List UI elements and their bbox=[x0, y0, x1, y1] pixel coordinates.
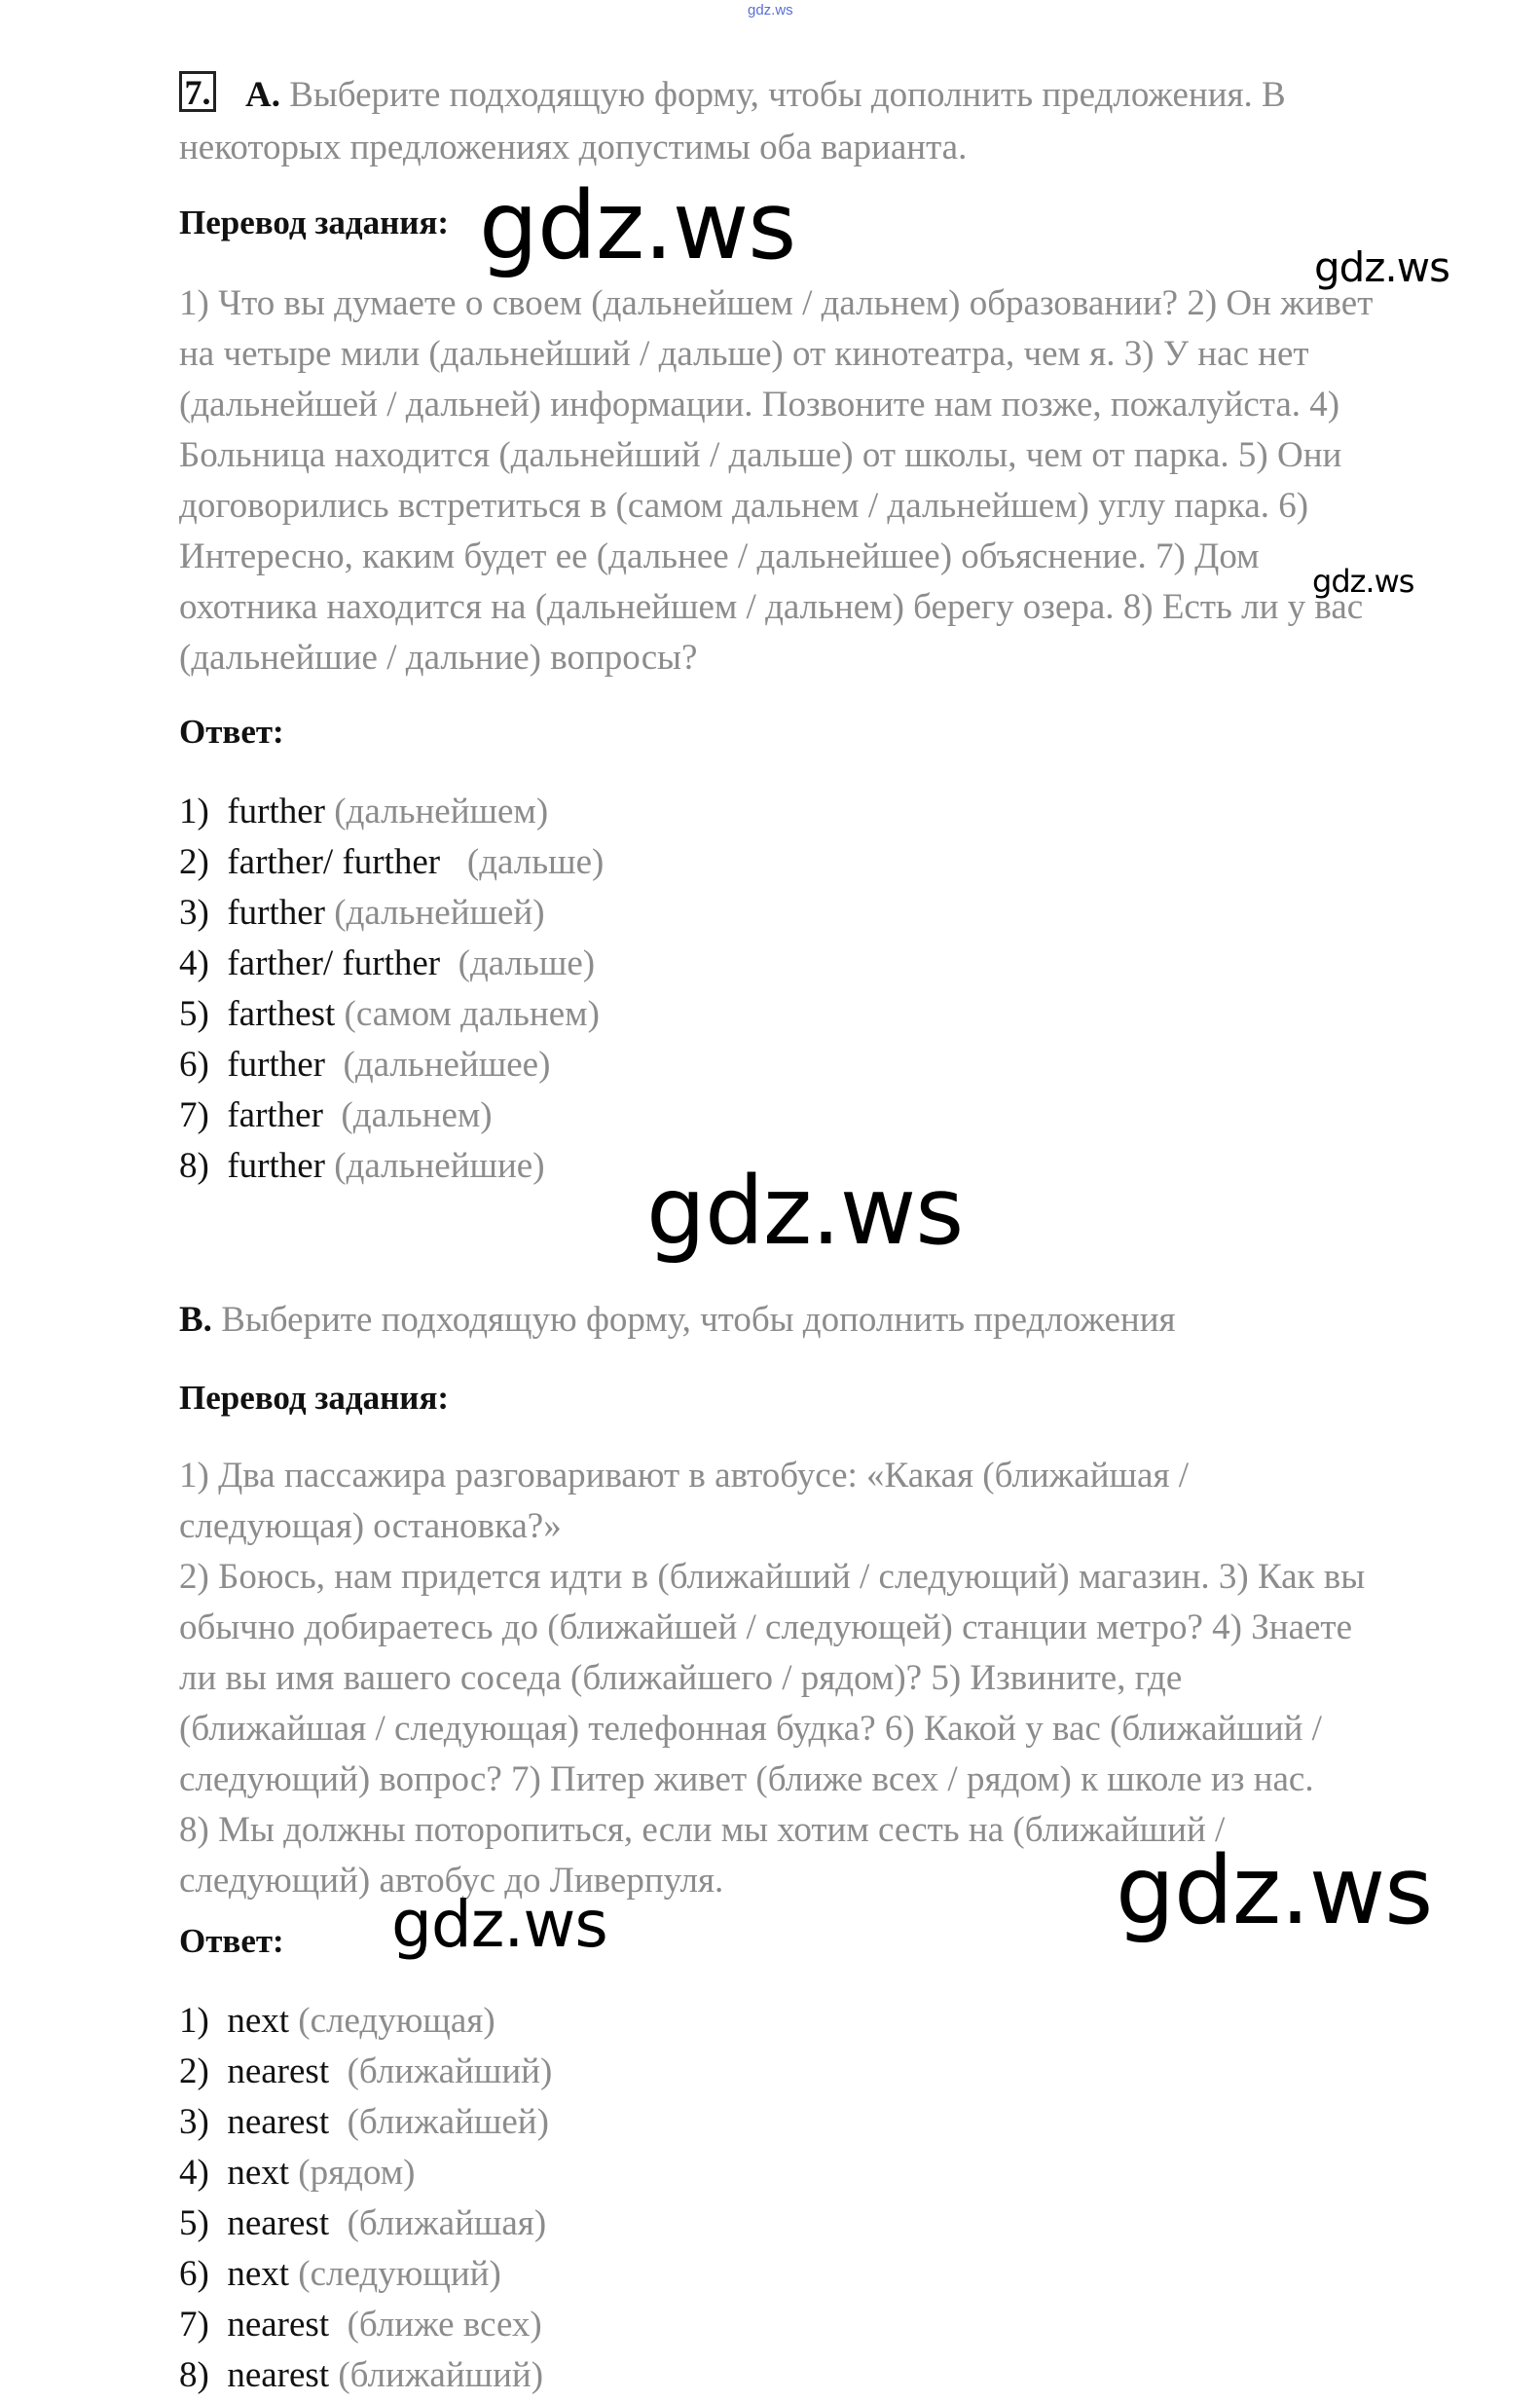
part-a-translation-heading: Перевод задания: bbox=[179, 203, 450, 241]
part-b-translation-line: 2) Боюсь, нам придется идти в (ближайший / следующий) магазин. 3) Как вы bbox=[179, 1557, 1366, 1597]
answer-item: 2) nearest (ближайший) bbox=[179, 2051, 553, 2091]
part-b-translation-line: (ближайшая / следующая) телефонная будка? 6) Какой у вас (ближайший / bbox=[179, 1709, 1322, 1749]
part-a-translation-line: 1) Что вы думаете о своем (дальнейшем / дальнем) образовании? 2) Он живет bbox=[179, 283, 1374, 323]
part-a-translation-text bbox=[179, 278, 1464, 683]
watermark-big-1: gdz.ws bbox=[479, 171, 796, 280]
answer-item: 1) next (следующая) bbox=[179, 2001, 495, 2041]
part-b-instruction-text: Выберите подходящую форму, чтобы дополнить предложения bbox=[221, 1300, 1176, 1340]
part-a-translation-line: охотника находится на (дальнейшем / дальнем) берегу озера. 8) Есть ли у вас bbox=[179, 587, 1364, 627]
part-b-answer-list bbox=[179, 1996, 552, 2401]
part-b-translation-line: 8) Мы должны поторопиться, если мы хотим сесть на (ближайший / bbox=[179, 1810, 1226, 1850]
watermark-small-2: gdz.ws bbox=[1312, 563, 1414, 600]
part-b-letter: B. bbox=[179, 1300, 212, 1340]
answer-item: 7) farther (дальнем) bbox=[179, 1095, 493, 1135]
answer-item: 4) next (рядом) bbox=[179, 2153, 416, 2193]
watermark-big-3: gdz.ws bbox=[1116, 1836, 1433, 1945]
answer-item: 7) nearest (ближе всех) bbox=[179, 2305, 542, 2345]
part-b-translation-line: ли вы имя вашего соседа (ближайшего / рядом)? 5) Извините, где bbox=[179, 1658, 1183, 1698]
part-a-translation-line: (дальнейшей / дальней) информации. Позвоните нам позже, пожалуйста. 4) bbox=[179, 385, 1340, 425]
answer-item: 5) nearest (ближайшая) bbox=[179, 2203, 547, 2243]
part-b-translation-line: обычно добираетесь до (ближайшей / следующей) станции метро? 4) Знаете bbox=[179, 1607, 1353, 1647]
part-b-translation-heading: Перевод задания: bbox=[179, 1379, 450, 1417]
part-a-translation-line: Больница находится (дальнейший / дальше) от школы, чем от парка. 5) Они bbox=[179, 435, 1342, 475]
part-a-translation-line: Интересно, каким будет ее (дальнее / дальнейшее) объяснение. 7) Дом bbox=[179, 536, 1260, 576]
part-a-translation-line: договорились встретиться в (самом дальнем / дальнейшем) углу парка. 6) bbox=[179, 486, 1309, 526]
part-a-translation-line: (дальнейшие / дальние) вопросы? bbox=[179, 638, 698, 678]
watermark-small-1: gdz.ws bbox=[1314, 243, 1449, 291]
watermark-medium: gdz.ws bbox=[391, 1887, 607, 1962]
answer-item: 8) further (дальнейшие) bbox=[179, 1146, 545, 1186]
part-b-answer-heading: Ответ: bbox=[179, 1922, 284, 1960]
part-a-answer-list bbox=[179, 787, 604, 1192]
part-a-instruction-text: Выберите подходящую форму, чтобы дополнить предложения. В bbox=[289, 75, 1286, 115]
part-a-answer-heading: Ответ: bbox=[179, 713, 284, 751]
part-b-instruction bbox=[179, 1295, 1464, 1346]
task-number-box: 7. bbox=[179, 71, 216, 112]
answer-item: 3) further (дальнейшей) bbox=[179, 893, 545, 933]
part-b-translation-line: следующий) автобус до Ливерпуля. bbox=[179, 1861, 724, 1901]
part-b-translation-line: следующая) остановка?» bbox=[179, 1506, 562, 1546]
answer-item: 2) farther/ further (дальше) bbox=[179, 842, 605, 882]
part-a-translation-line: на четыре мили (дальнейший / дальше) от кинотеатра, чем я. 3) У нас нет bbox=[179, 334, 1309, 374]
answer-item: 5) farthest (самом дальнем) bbox=[179, 994, 600, 1034]
watermark-big-2: gdz.ws bbox=[646, 1157, 964, 1266]
answer-item: 4) farther/ further (дальше) bbox=[179, 943, 596, 983]
part-a-instruction-line2: некоторых предложениях допустимы оба варианта. bbox=[179, 128, 968, 167]
answer-item: 8) nearest (ближайший) bbox=[179, 2355, 544, 2395]
answer-item: 3) nearest (ближайшей) bbox=[179, 2102, 549, 2142]
part-b-translation-line: 1) Два пассажира разговаривают в автобусе: «Какая (ближайшая / bbox=[179, 1456, 1189, 1496]
answer-item: 6) further (дальнейшее) bbox=[179, 1045, 551, 1085]
top-watermark: gdz.ws bbox=[748, 2, 793, 18]
part-b-translation-line: следующий) вопрос? 7) Питер живет (ближе всех / рядом) к школе из нас. bbox=[179, 1759, 1314, 1799]
part-a-instruction-line1 bbox=[245, 70, 1462, 121]
part-a-letter: A. bbox=[245, 75, 280, 115]
answer-item: 6) next (следующий) bbox=[179, 2254, 501, 2294]
answer-item: 1) further (дальнейшем) bbox=[179, 792, 549, 831]
